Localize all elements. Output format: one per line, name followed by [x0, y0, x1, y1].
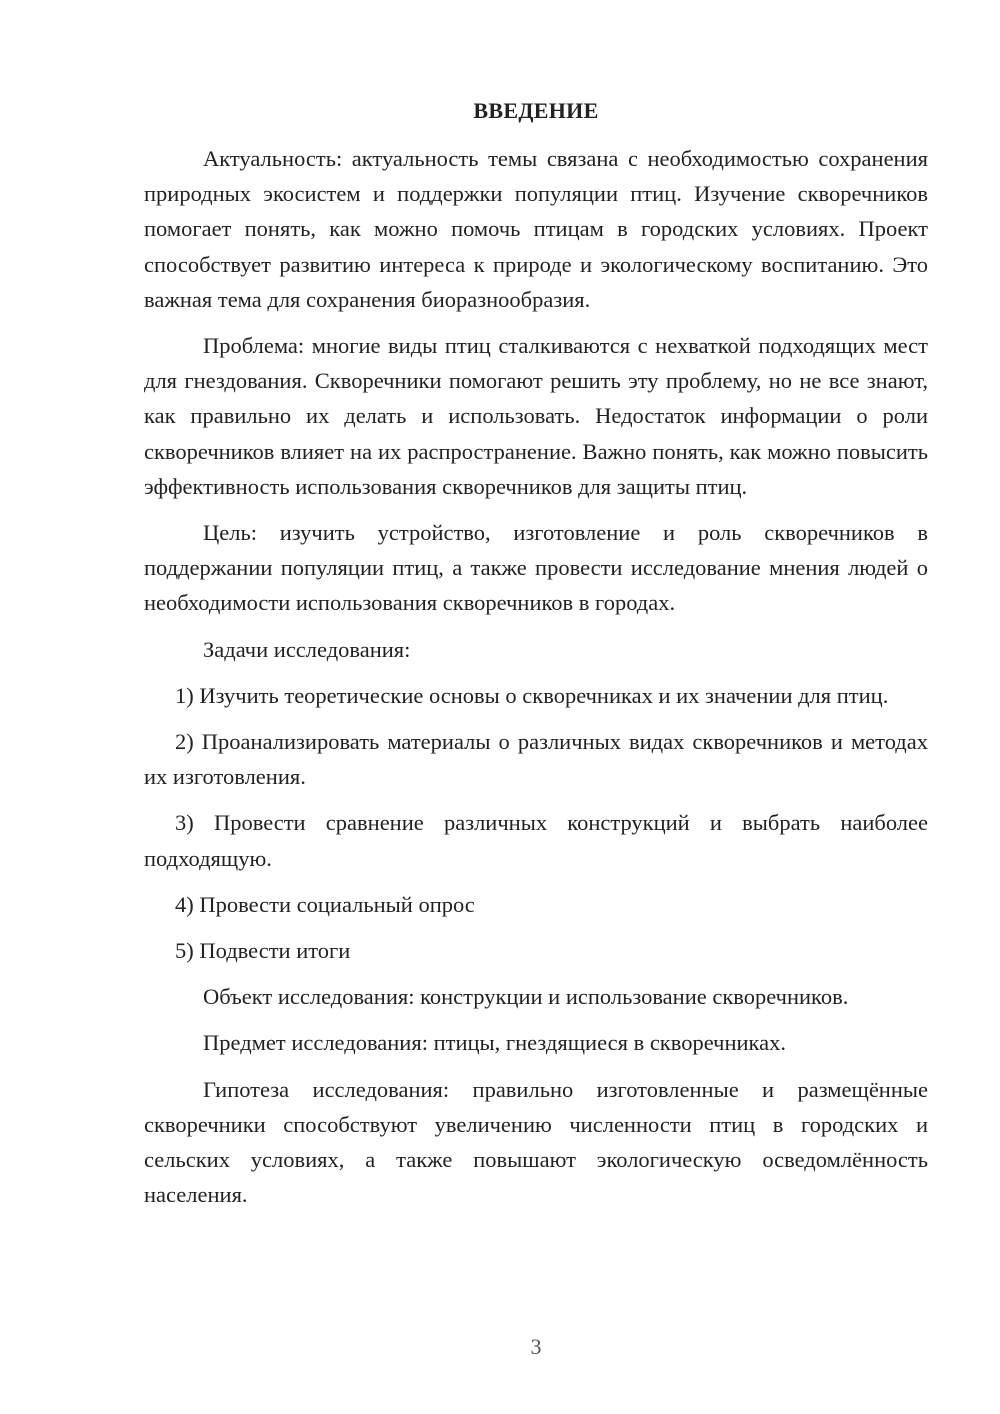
subject-paragraph: Предмет исследования: птицы, гнездящиеся в скворечниках.	[203, 1030, 786, 1056]
problem-paragraph: Проблема: многие виды птиц сталкиваются с нехваткой подходящих мест для гнездования. Скворечники помогают решить эту проблему, но не все знают, как правильно их делать и использовать. Недостаток информации о роли скворечников влияет на их распространение. Важно понять, как можно повысить эффективность использования скворечников для защиты птиц.	[144, 333, 928, 499]
page-number: 3	[530, 1334, 542, 1359]
page-content	[144, 95, 928, 1223]
tasks-title: Задачи исследования:	[203, 636, 411, 662]
task-item-4: 4) Провести социальный опрос	[175, 891, 475, 917]
goal-paragraph: Цель: изучить устройство, изготовление и роль скворечников в поддержании популяции птиц, а также провести исследование мнения людей о необходимости использования скворечников в городах.	[144, 520, 928, 616]
section-heading: ВВЕДЕНИЕ	[473, 98, 599, 123]
task-item-2: 2) Проанализировать материалы о различных видах скворечников и методах их изготовления.	[144, 729, 928, 790]
task-item-5: 5) Подвести итоги	[175, 938, 351, 964]
object-paragraph: Объект исследования: конструкции и использование скворечников.	[203, 984, 849, 1010]
task-item-3: 3) Провести сравнение различных конструкций и выбрать наиболее подходящую.	[144, 810, 928, 871]
hypothesis-paragraph: Гипотеза исследования: правильно изготовленные и размещённые скворечники способствуют увеличению численности птиц в городских и сельских условиях, а также повышают экологическую осведомлённость населения.	[144, 1076, 928, 1208]
relevance-paragraph: Актуальность: актуальность темы связана с необходимостью сохранения природных экосистем и поддержки популяции птиц. Изучение скворечников помогает понять, как можно помочь птицам в городских условиях. Проект способствует развитию интереса к природе и экологическому воспитанию. Это важная тема для сохранения биоразнообразия.	[144, 146, 928, 312]
task-item-1: 1) Изучить теоретические основы о скворечниках и их значении для птиц.	[175, 682, 889, 708]
